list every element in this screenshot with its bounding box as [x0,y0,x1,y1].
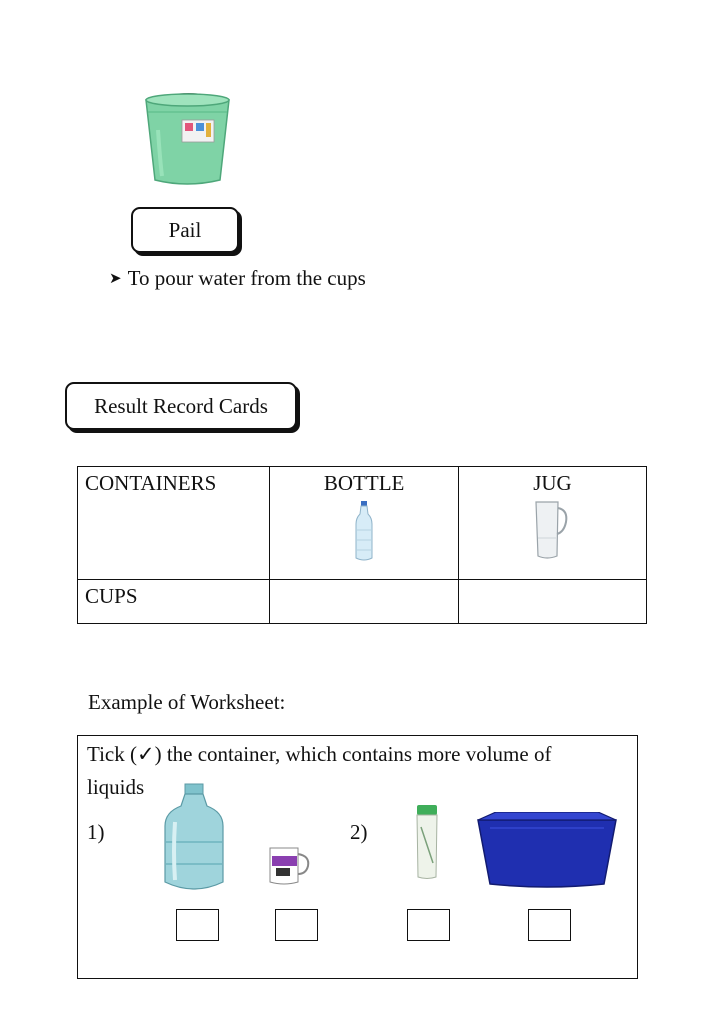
table-row [78,467,647,580]
pail-bullet-text: To pour water from the cups [127,266,366,290]
pail-bullet [109,266,366,291]
water-jug-image [161,782,227,896]
pail-label [131,207,239,253]
arrow-bullet-icon: ➤ [109,271,122,287]
worksheet-instruction-line1: Tick (✓) the container, which contains more volume of [87,742,552,766]
header-jug: JUG [458,467,646,580]
tick-box-blue-tub[interactable] [528,909,571,941]
worksheet-box [77,735,638,979]
result-record-heading-text: Result Record Cards [94,393,268,418]
worksheet-caption: Example of Worksheet: [88,690,286,714]
jug-image [532,498,572,562]
bottle-image [354,500,374,562]
question-2-label: 2) [350,820,368,844]
worksheet-instruction-line2: liquids [87,775,145,799]
result-record-table [77,466,647,624]
tumbler-bottle-image [413,803,441,881]
cell-cups-jug [458,580,646,624]
result-record-heading [65,382,297,430]
mug-image [266,844,312,886]
header-containers: CONTAINERS [78,467,270,580]
tick-box-mug[interactable] [275,909,318,941]
tick-box-water-jug[interactable] [176,909,219,941]
pail-image [140,90,235,188]
tick-box-tumbler-bottle[interactable] [407,909,450,941]
pail-label-text: Pail [168,217,202,242]
header-bottle: BOTTLE [270,467,459,580]
row-label-cups: CUPS [78,580,270,624]
table-row [78,580,647,624]
blue-tub-image [476,812,618,890]
question-1-label: 1) [87,820,105,844]
cell-cups-bottle [270,580,459,624]
